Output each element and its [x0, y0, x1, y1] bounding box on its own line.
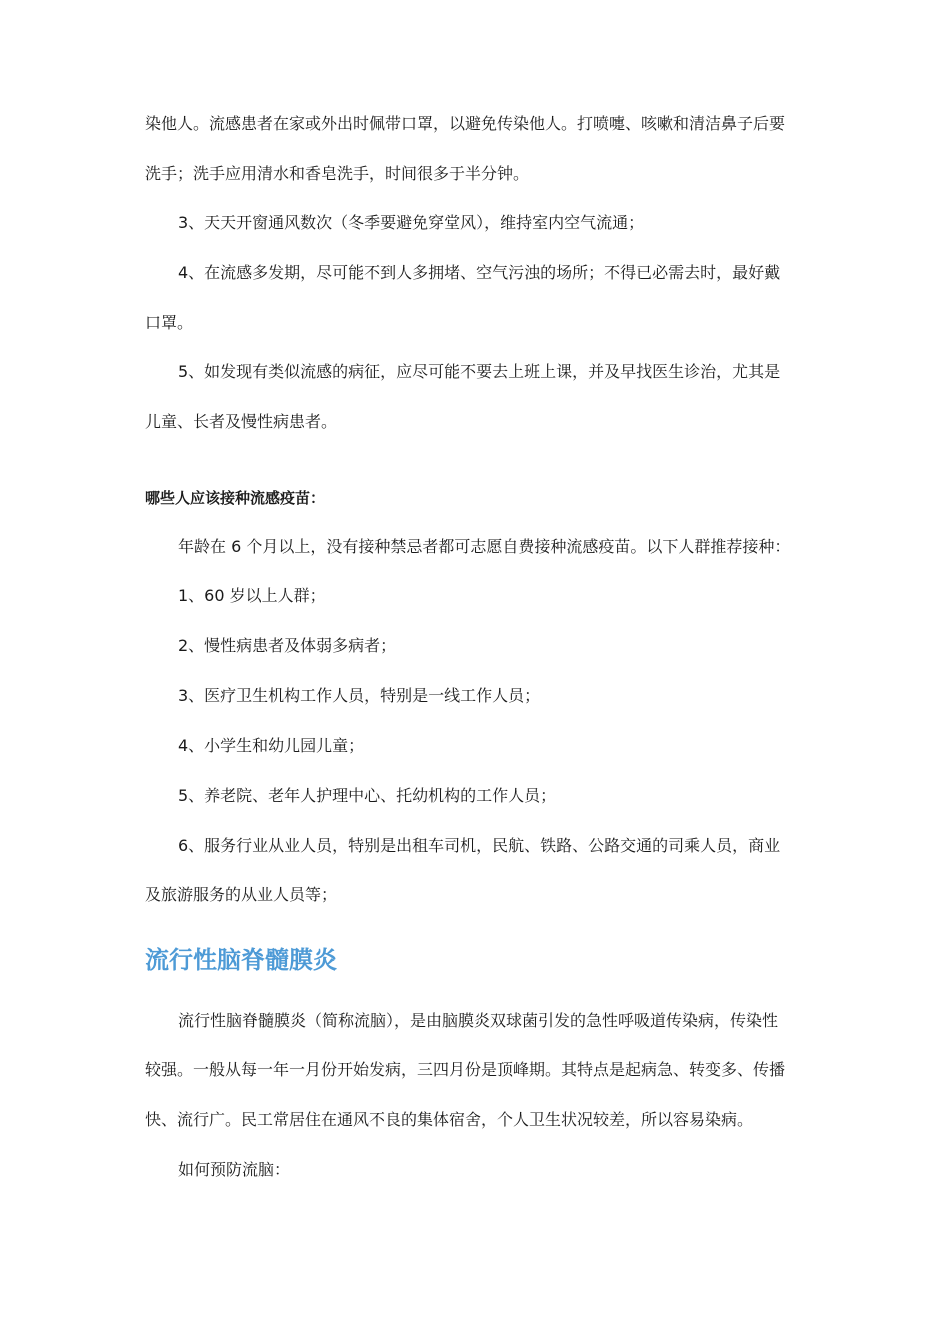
vaccine-list-item: 1、60 岁以上人群； — [178, 586, 326, 605]
list-item: 3、天天开窗通风数次（冬季要避免穿堂风），维持室内空气流通； — [178, 213, 645, 232]
vaccine-list-item: 2、慢性病患者及体弱多病者； — [178, 636, 397, 655]
paragraph-line: 染他人。流感患者在家或外出时佩带口罩，以避免传染他人。打喷嚏、咳嗽和清洁鼻子后要 — [145, 114, 786, 133]
section-paragraph-line: 较强。一般从每一年一月份开始发病，三四月份是顶峰期。其特点是起病急、转变多、传播 — [145, 1060, 786, 1079]
vaccine-intro: 年龄在 6 个月以上，没有接种禁忌者都可志愿自费接种流感疫苗。以下人群推荐接种： — [178, 537, 791, 556]
vaccine-list-item: 4、小学生和幼儿园儿童； — [178, 736, 365, 755]
list-item-continuation: 口罩。 — [145, 313, 194, 332]
section-paragraph-line: 流行性脑脊髓膜炎（简称流脑），是由脑膜炎双球菌引发的急性呼吸道传染病，传染性 — [178, 1011, 779, 1030]
vaccine-list-item: 3、医疗卫生机构工作人员，特别是一线工作人员； — [178, 686, 541, 705]
list-item-continuation: 儿童、长者及慢性病患者。 — [145, 412, 338, 431]
vaccine-list-item: 6、服务行业从业人员，特别是出租车司机，民航、铁路、公路交通的司乘人员，商业 — [178, 836, 781, 855]
list-item: 5、如发现有类似流感的病征，应尽可能不要去上班上课，并及早找医生诊治，尤其是 — [178, 362, 781, 381]
section-title: 流行性脑脊髓膜炎 — [145, 946, 337, 974]
vaccine-subheading: 哪些人应该接种流感疫苗： — [145, 489, 326, 507]
prevention-label: 如何预防流脑： — [178, 1160, 291, 1179]
vaccine-list-item: 5、养老院、老年人护理中心、托幼机构的工作人员； — [178, 786, 557, 805]
vaccine-list-item-continuation: 及旅游服务的从业人员等； — [145, 885, 338, 904]
paragraph-line: 洗手；洗手应用清水和香皂洗手，时间很多于半分钟。 — [145, 164, 530, 183]
list-item: 4、在流感多发期，尽可能不到人多拥堵、空气污浊的场所；不得已必需去时，最好戴 — [178, 263, 781, 282]
section-paragraph-line: 快、流行广。民工常居住在通风不良的集体宿舍，个人卫生状况较差，所以容易染病。 — [145, 1110, 754, 1129]
